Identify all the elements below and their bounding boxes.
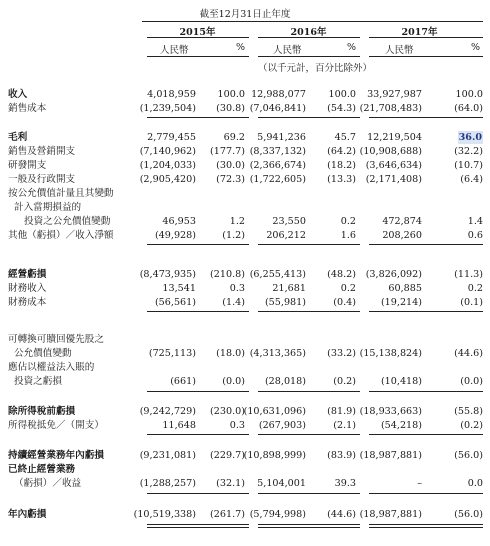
table-row bbox=[0, 229, 490, 242]
table-row bbox=[0, 449, 490, 462]
section-rule bbox=[369, 524, 483, 525]
row-value: (21,708,483) bbox=[359, 103, 422, 114]
section-rule bbox=[147, 117, 249, 118]
row-value: 208,260 bbox=[382, 230, 422, 241]
row-value: 0.2 bbox=[340, 283, 356, 294]
row-value: (11.3) bbox=[454, 269, 483, 280]
row-value: 0.3 bbox=[229, 420, 245, 431]
row-value: (9,231,081) bbox=[139, 450, 196, 461]
table-row bbox=[0, 463, 490, 476]
section-rule bbox=[147, 524, 249, 525]
section-rule bbox=[147, 527, 249, 528]
row-value: (0.0) bbox=[460, 376, 483, 387]
section-rule bbox=[147, 434, 249, 435]
row-value: (2,905,420) bbox=[139, 174, 196, 185]
row-value: (0.0) bbox=[222, 376, 245, 387]
row-label: 投資之虧損 bbox=[14, 376, 62, 387]
row-value: 5,941,236 bbox=[257, 132, 306, 143]
row-value: (267,903) bbox=[258, 420, 306, 431]
row-value: (32.2) bbox=[454, 146, 483, 157]
row-value: (229.7) bbox=[210, 450, 245, 461]
row-value: 2,779,455 bbox=[147, 132, 196, 143]
table-row bbox=[0, 102, 490, 115]
table-row bbox=[0, 296, 490, 309]
section-rule bbox=[258, 311, 360, 312]
table-row bbox=[0, 508, 490, 521]
section-rule bbox=[147, 311, 249, 312]
row-label: 毛利 bbox=[8, 132, 28, 143]
table-row bbox=[0, 405, 490, 418]
row-value: (5,794,998) bbox=[249, 509, 306, 520]
row-value: 0.0 bbox=[467, 478, 483, 489]
row-value: 45.7 bbox=[334, 132, 356, 143]
row-value: 4,018,959 bbox=[147, 89, 196, 100]
row-value: (54,218) bbox=[380, 420, 422, 431]
table-row bbox=[0, 173, 490, 186]
sub-rule-2016 bbox=[258, 56, 360, 57]
row-label: 計入當期損益的 bbox=[14, 202, 82, 213]
row-value: (6.4) bbox=[460, 174, 483, 185]
row-value: 39.3 bbox=[334, 478, 356, 489]
row-value: (0.2) bbox=[460, 420, 483, 431]
row-label: 收入 bbox=[8, 89, 28, 100]
row-label: 財務收入 bbox=[8, 283, 47, 294]
row-value: (30.0) bbox=[216, 160, 245, 171]
row-label: 除所得稅前虧損 bbox=[8, 406, 76, 417]
row-value: 12,988,077 bbox=[251, 89, 306, 100]
table-row bbox=[0, 333, 490, 346]
section-rule bbox=[369, 527, 483, 528]
row-value: 0.2 bbox=[467, 283, 483, 294]
row-value: (2.1) bbox=[333, 420, 356, 431]
section-rule bbox=[369, 311, 483, 312]
row-value: 100.0 bbox=[328, 89, 356, 100]
row-label: 所得稅抵免／（開支） bbox=[8, 420, 104, 431]
row-label: 應佔以權益法入賬的 bbox=[8, 362, 95, 373]
row-label: 銷售成本 bbox=[8, 103, 47, 114]
row-value: (44.6) bbox=[454, 348, 483, 359]
row-value: (661) bbox=[170, 376, 196, 387]
section-rule bbox=[369, 117, 483, 118]
row-label: 年內虧損 bbox=[8, 509, 47, 520]
section-rule bbox=[258, 391, 360, 392]
section-rule bbox=[147, 244, 249, 245]
table-row bbox=[0, 201, 490, 214]
row-value: (1.2) bbox=[222, 230, 245, 241]
section-rule bbox=[258, 493, 360, 494]
row-label: 經營虧損 bbox=[8, 269, 47, 280]
row-value: (32.1) bbox=[216, 478, 245, 489]
year-2016: 2016年 bbox=[290, 27, 327, 38]
table-row bbox=[0, 215, 490, 228]
row-value: (10,519,338) bbox=[133, 509, 196, 520]
row-value: (33.2) bbox=[327, 348, 356, 359]
row-value: (83.9) bbox=[327, 450, 356, 461]
row-label: 其他（虧損）／收入淨額 bbox=[8, 230, 114, 241]
row-value: (177.7) bbox=[210, 146, 245, 157]
section-rule bbox=[147, 493, 249, 494]
row-value: 11,648 bbox=[162, 420, 196, 431]
table-row bbox=[0, 419, 490, 432]
row-value: (72.3) bbox=[216, 174, 245, 185]
currency-2015: 人民幣 bbox=[160, 45, 189, 56]
section-rule bbox=[258, 117, 360, 118]
row-value: (64.0) bbox=[454, 103, 483, 114]
row-value: (8,337,132) bbox=[249, 146, 306, 157]
row-value: 60,885 bbox=[388, 283, 422, 294]
row-value: (6,255,413) bbox=[249, 269, 306, 280]
table-row bbox=[0, 347, 490, 360]
row-label: 可轉換可贖回優先股之 bbox=[8, 334, 104, 345]
row-value: (10,631,096) bbox=[243, 406, 306, 417]
row-value: 23,550 bbox=[272, 216, 306, 227]
year-2017-rule bbox=[369, 37, 483, 38]
row-value: 12,219,504 bbox=[367, 132, 422, 143]
row-value: 0.3 bbox=[229, 283, 245, 294]
row-value: 1.4 bbox=[467, 216, 483, 227]
row-value: (19,214) bbox=[380, 297, 422, 308]
row-value: (10,908,688) bbox=[359, 146, 422, 157]
row-value: (30.8) bbox=[216, 103, 245, 114]
row-value: (28,018) bbox=[264, 376, 306, 387]
table-row bbox=[0, 268, 490, 281]
row-value: 21,681 bbox=[272, 283, 306, 294]
row-value: (15,138,824) bbox=[359, 348, 422, 359]
row-value: (3,826,092) bbox=[365, 269, 422, 280]
row-label: 銷售及營銷開支 bbox=[8, 146, 76, 157]
row-value: (725,113) bbox=[148, 348, 196, 359]
table-row bbox=[0, 282, 490, 295]
section-rule bbox=[258, 527, 360, 528]
row-value: 472,874 bbox=[382, 216, 422, 227]
row-label: （虧損）／收益 bbox=[14, 478, 82, 489]
row-value: (18,987,881) bbox=[359, 509, 422, 520]
row-value: (8,473,935) bbox=[139, 269, 196, 280]
row-value: (2,366,674) bbox=[249, 160, 306, 171]
row-label: 一般及行政開支 bbox=[8, 174, 76, 185]
row-value: (0.4) bbox=[333, 297, 356, 308]
row-value: 0.6 bbox=[467, 230, 483, 241]
row-value: (56,561) bbox=[154, 297, 196, 308]
table-row bbox=[0, 375, 490, 388]
row-value: (1.4) bbox=[222, 297, 245, 308]
row-label: 按公允價值計量且其變動 bbox=[8, 188, 114, 199]
row-value: (18,987,881) bbox=[359, 450, 422, 461]
row-value: (0.2) bbox=[333, 376, 356, 387]
row-label: 公允價值變動 bbox=[14, 348, 72, 359]
row-value: (55,981) bbox=[264, 297, 306, 308]
header-rule bbox=[142, 21, 483, 22]
row-value: (10.7) bbox=[454, 160, 483, 171]
row-value: (48.2) bbox=[327, 269, 356, 280]
section-rule bbox=[147, 391, 249, 392]
row-value: (10,418) bbox=[380, 376, 422, 387]
table-row bbox=[0, 361, 490, 374]
sub-rule-2015 bbox=[147, 56, 249, 57]
row-value: 206,212 bbox=[266, 230, 306, 241]
row-value: 1.6 bbox=[340, 230, 356, 241]
row-label: 研發開支 bbox=[8, 160, 47, 171]
row-value: 5,104,001 bbox=[257, 478, 306, 489]
section-rule bbox=[258, 244, 360, 245]
year-2017: 2017年 bbox=[401, 27, 438, 38]
row-value: 36.0 bbox=[458, 132, 482, 143]
table-row bbox=[0, 131, 490, 144]
row-value: (261.7) bbox=[210, 509, 245, 520]
year-2016-rule bbox=[258, 37, 360, 38]
row-value: – bbox=[417, 478, 422, 489]
row-value: 46,953 bbox=[162, 216, 196, 227]
currency-2016: 人民幣 bbox=[273, 45, 302, 56]
row-value: (55.8) bbox=[454, 406, 483, 417]
row-value: (1,722,605) bbox=[249, 174, 306, 185]
row-value: (230.0) bbox=[210, 406, 245, 417]
row-value: (2,171,408) bbox=[365, 174, 422, 185]
pct-2017: % bbox=[470, 42, 480, 53]
row-value: (3,646,634) bbox=[365, 160, 422, 171]
row-value: 1.2 bbox=[229, 216, 245, 227]
row-label: 已終止經營業務 bbox=[8, 464, 76, 475]
table-row bbox=[0, 159, 490, 172]
row-value: 100.0 bbox=[217, 89, 245, 100]
unit-note: （以千元計，百分比除外） bbox=[258, 63, 373, 74]
row-value: (56.0) bbox=[454, 509, 483, 520]
row-value: (44.6) bbox=[327, 509, 356, 520]
row-value: (9,242,729) bbox=[139, 406, 196, 417]
row-value: (1,204,033) bbox=[139, 160, 196, 171]
table-row bbox=[0, 477, 490, 490]
year-2015-rule bbox=[147, 37, 249, 38]
section-rule bbox=[369, 493, 483, 494]
pct-2016: % bbox=[346, 42, 356, 53]
section-rule bbox=[258, 524, 360, 525]
table-row bbox=[0, 88, 490, 101]
row-value: (7,140,962) bbox=[139, 146, 196, 157]
sub-rule-2017 bbox=[369, 56, 483, 57]
row-label: 財務成本 bbox=[8, 297, 47, 308]
row-label: 持續經營業務年內虧損 bbox=[8, 450, 104, 461]
pct-2015: % bbox=[235, 42, 245, 53]
row-value: 69.2 bbox=[223, 132, 245, 143]
section-rule bbox=[258, 434, 360, 435]
row-value: 100.0 bbox=[455, 89, 483, 100]
row-value: 13,541 bbox=[162, 283, 196, 294]
period-heading: 截至12月31日止年度 bbox=[199, 9, 291, 20]
row-value: (18.0) bbox=[216, 348, 245, 359]
row-value: 33,927,987 bbox=[367, 89, 422, 100]
row-value: (1,288,257) bbox=[139, 478, 196, 489]
row-value: (49,928) bbox=[154, 230, 196, 241]
row-value: (64.2) bbox=[327, 146, 356, 157]
currency-2017: 人民幣 bbox=[385, 45, 414, 56]
row-value: (18,933,663) bbox=[359, 406, 422, 417]
row-value: (4,313,365) bbox=[249, 348, 306, 359]
row-value: (1,239,504) bbox=[139, 103, 196, 114]
table-row bbox=[0, 187, 490, 200]
section-rule bbox=[369, 391, 483, 392]
row-value: (10,898,999) bbox=[243, 450, 306, 461]
row-value: (7,046,841) bbox=[249, 103, 306, 114]
row-value: (0.1) bbox=[460, 297, 483, 308]
row-value: (56.0) bbox=[454, 450, 483, 461]
section-rule bbox=[369, 244, 483, 245]
table-row bbox=[0, 145, 490, 158]
row-label: 投資之公允價值變動 bbox=[24, 216, 111, 227]
row-value: (81.9) bbox=[327, 406, 356, 417]
row-value: (18.2) bbox=[327, 160, 356, 171]
section-rule bbox=[369, 434, 483, 435]
row-value: 0.2 bbox=[340, 216, 356, 227]
row-value: (210.8) bbox=[210, 269, 245, 280]
year-2015: 2015年 bbox=[179, 27, 216, 38]
row-value: (54.3) bbox=[327, 103, 356, 114]
row-value: (13.3) bbox=[327, 174, 356, 185]
